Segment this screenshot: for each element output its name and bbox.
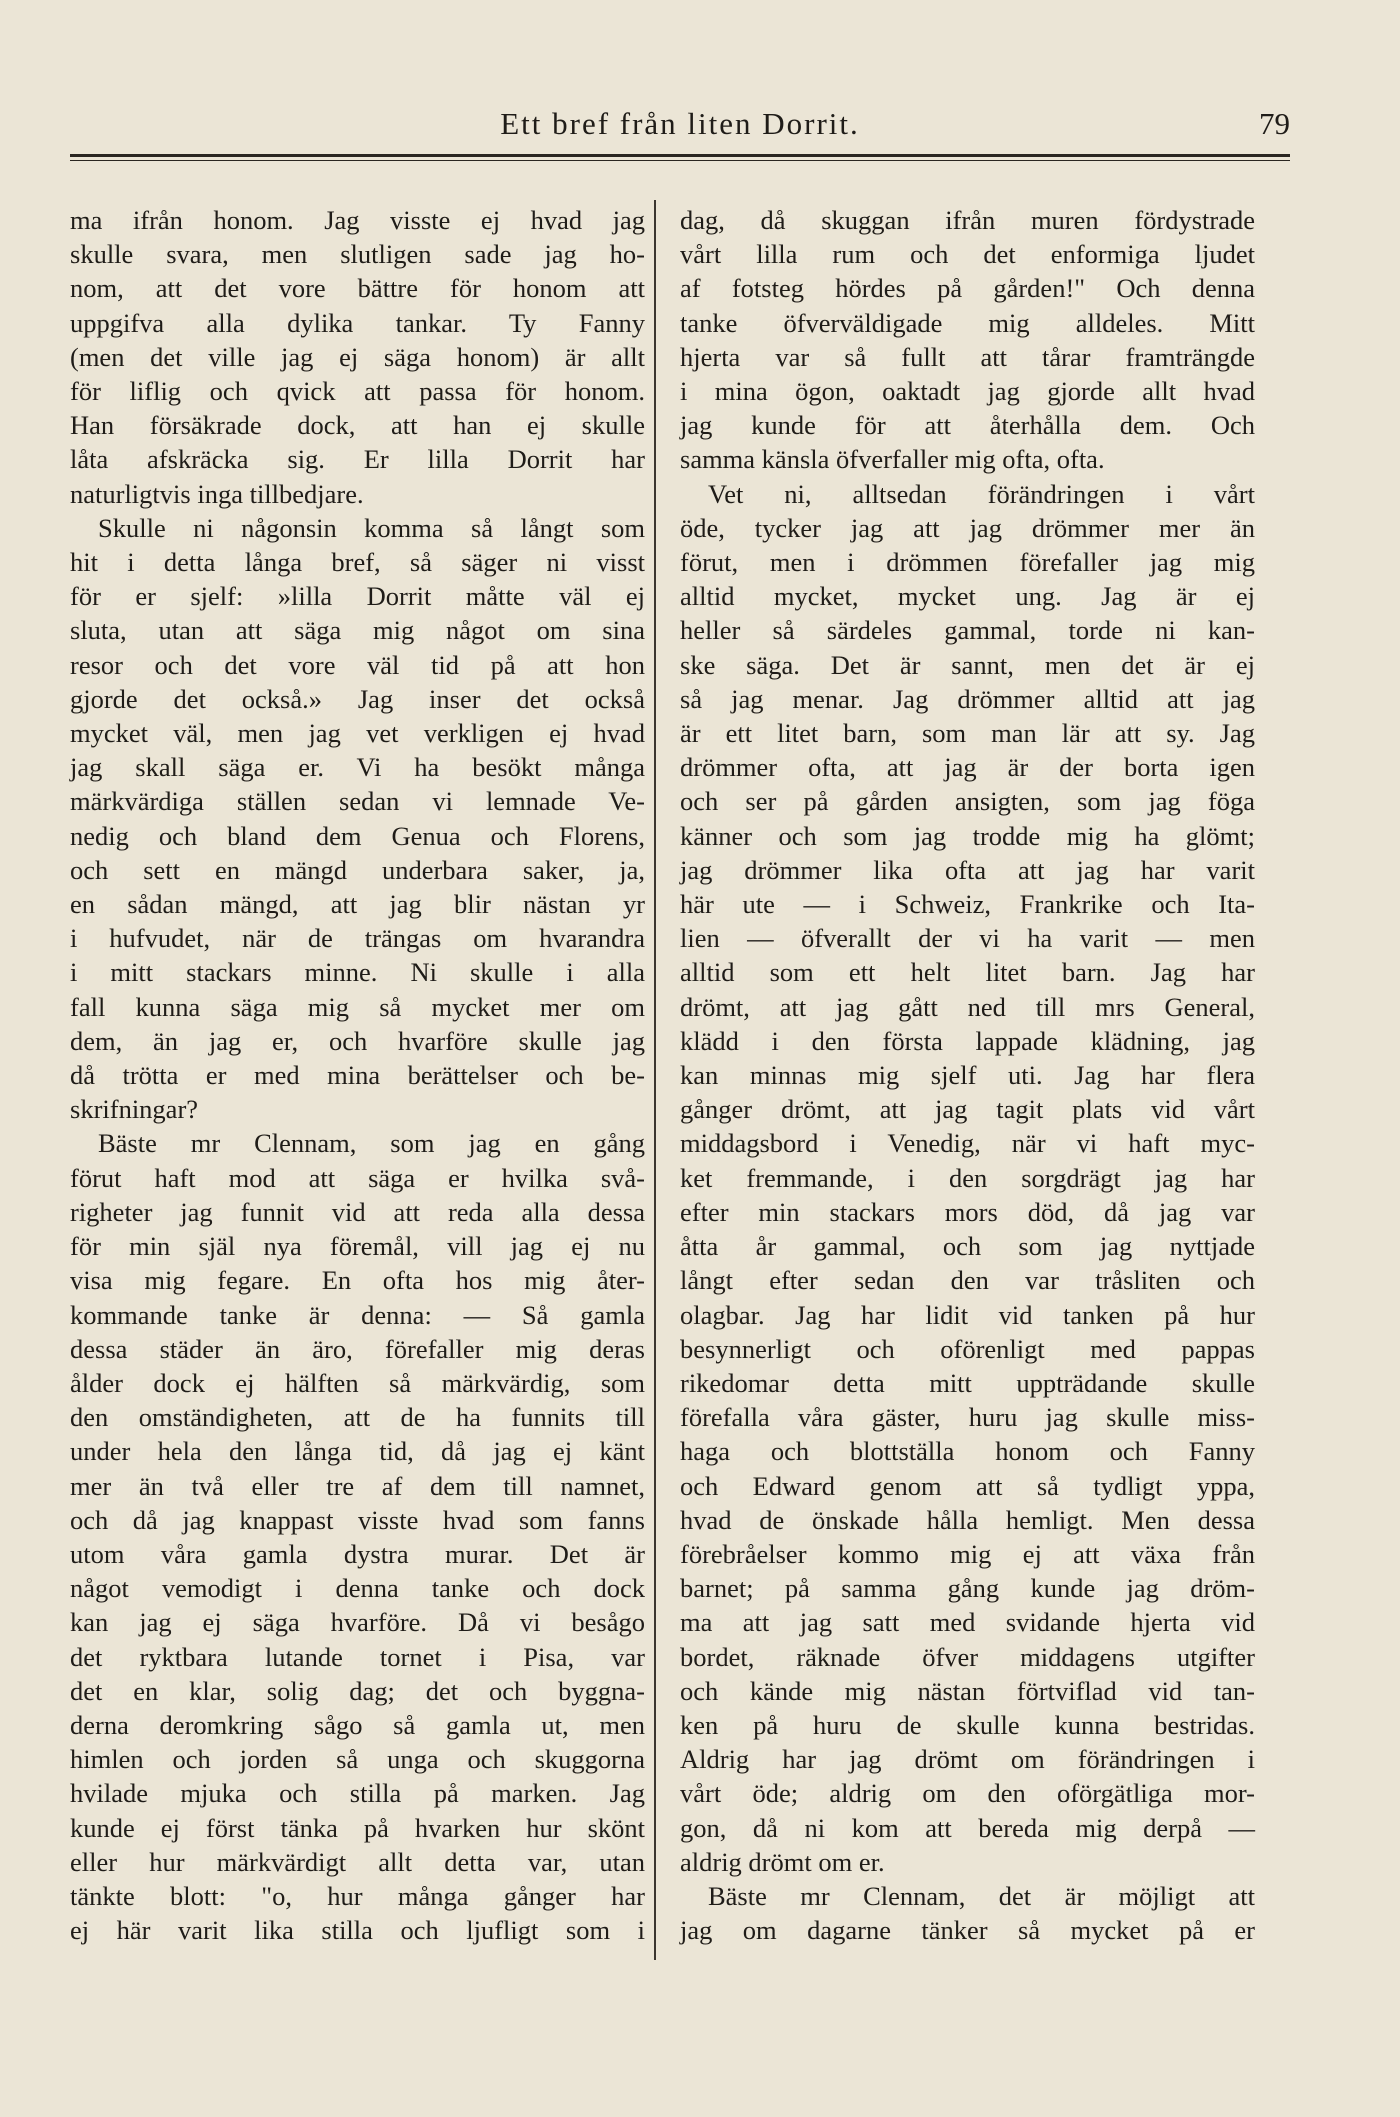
text-line: Aldrig har jag drömt om förändringen i xyxy=(680,1744,1255,1775)
text-line: för liflig och qvick att passa för honom. xyxy=(70,376,645,407)
text-line: uppgifva alla dylika tankar. Ty Fanny xyxy=(70,307,645,338)
text-line: ken på huru de skulle kunna bestridas. xyxy=(680,1709,1255,1740)
header-rule-thick xyxy=(70,154,1290,157)
text-line: skrifningar? xyxy=(70,1094,199,1125)
text-line: förebråelser kommo mig ej att växa från xyxy=(680,1538,1255,1569)
page-number: 79 xyxy=(1259,106,1290,141)
text-line: förut, men i drömmen förefaller jag mig xyxy=(680,547,1255,578)
text-line: för min själ nya föremål, vill jag ej nu xyxy=(70,1231,645,1262)
text-line: och ser på gården ansigten, som jag föga xyxy=(680,786,1255,817)
text-line: mer än två eller tre af dem till namnet, xyxy=(70,1470,645,1501)
text-line: ålder dock ej hälften så märkvärdig, som xyxy=(70,1367,645,1398)
right-text-column xyxy=(680,203,1255,1947)
text-line: ket fremmande, i den sorgdrägt jag har xyxy=(680,1162,1255,1193)
text-line: skulle svara, men slutligen sade jag ho- xyxy=(70,239,645,270)
text-line: efter min stackars mors död, då jag var xyxy=(680,1196,1255,1227)
column-divider xyxy=(654,200,656,1960)
text-line: hjerta var så fullt att tårar framträngde xyxy=(680,341,1255,372)
text-line: Bäste mr Clennam, som jag en gång xyxy=(98,1128,645,1159)
text-line: är ett litet barn, som man lär att sy. Jag xyxy=(680,718,1255,749)
text-line: sluta, utan att säga mig något om sina xyxy=(70,615,645,646)
text-line: olagbar. Jag har lidit vid tanken på hur xyxy=(680,1299,1255,1330)
text-line: kan minnas mig sjelf uti. Jag har flera xyxy=(680,1060,1255,1091)
text-line: eller hur märkvärdigt allt detta var, utan xyxy=(70,1846,645,1877)
text-line: alltid mycket, mycket ung. Jag är ej xyxy=(680,581,1255,612)
running-title: Ett bref från liten Dorrit. xyxy=(500,106,860,141)
text-line: hvilade mjuka och stilla på marken. Jag xyxy=(70,1778,645,1809)
text-line: något vemodigt i denna tanke och dock xyxy=(70,1573,645,1604)
text-line: bordet, räknade öfver middagens utgifter xyxy=(680,1641,1255,1672)
text-line: mycket väl, men jag vet verkligen ej hvad xyxy=(70,718,645,749)
text-line: af fotsteg hördes på gården!" Och denna xyxy=(680,273,1255,304)
text-line: visa mig fegare. En ofta hos mig åter- xyxy=(70,1265,645,1296)
text-line: en sådan mängd, att jag blir nästan yr xyxy=(70,889,645,920)
text-line: dessa städer än äro, förefaller mig deras xyxy=(70,1333,645,1364)
left-text-column xyxy=(70,203,645,1947)
text-line: förut haft mod att säga er hvilka svå- xyxy=(70,1162,645,1193)
text-line: under hela den långa tid, då jag ej känt xyxy=(70,1436,645,1467)
text-line: besynnerligt och oförenligt med pappas xyxy=(680,1333,1255,1364)
text-line: och sett en mängd underbara saker, ja, xyxy=(70,854,645,885)
text-line: här ute — i Schweiz, Frankrike och Ita- xyxy=(680,889,1255,920)
text-line: samma känsla öfverfaller mig ofta, ofta. xyxy=(680,444,1105,475)
text-line: åtta år gammal, och som jag nyttjade xyxy=(680,1231,1255,1262)
text-line: fall kunna säga mig så mycket mer om xyxy=(70,991,645,1022)
text-line: klädd i den första lappade klädning, jag xyxy=(680,1025,1255,1056)
text-line: resor och det vore väl tid på att hon xyxy=(70,649,645,680)
text-line: öde, tycker jag att jag drömmer mer än xyxy=(680,512,1255,543)
running-header xyxy=(70,106,1290,146)
text-line: för er sjelf: »lilla Dorrit måtte väl ej xyxy=(70,581,645,612)
text-line: märkvärdiga ställen sedan vi lemnade Ve- xyxy=(70,786,645,817)
text-line: det ryktbara lutande tornet i Pisa, var xyxy=(70,1641,645,1672)
text-line: dag, då skuggan ifrån muren fördystrade xyxy=(680,205,1255,235)
text-line: i mitt stackars minne. Ni skulle i alla xyxy=(70,957,645,988)
text-line: hit i detta långa bref, så säger ni visst xyxy=(70,547,645,578)
text-line: kan jag ej säga hvarföre. Då vi besågo xyxy=(70,1607,645,1638)
text-line: förefalla våra gäster, huru jag skulle miss- xyxy=(680,1402,1255,1433)
text-line: långt efter sedan den var tråsliten och xyxy=(680,1265,1255,1296)
text-line: (men det ville jag ej säga honom) är allt xyxy=(70,341,645,372)
text-line: jag om dagarne tänker så mycket på er xyxy=(680,1915,1255,1946)
text-line: tänkte blott: "o, hur många gånger har xyxy=(70,1880,645,1911)
text-line: och då jag knappast visste hvad som fanns xyxy=(70,1504,645,1535)
text-line: nom, att det vore bättre för honom att xyxy=(70,273,645,304)
text-line: gon, då ni kom att bereda mig derpå — xyxy=(680,1812,1255,1843)
text-line: middagsbord i Venedig, när vi haft myc- xyxy=(680,1128,1255,1159)
text-line: och Edward genom att så tydligt yppa, xyxy=(680,1470,1255,1501)
text-line: righeter jag funnit vid att reda alla dessa xyxy=(70,1196,645,1227)
text-line: jag skall säga er. Vi ha besökt många xyxy=(70,752,645,783)
text-line: gånger drömt, att jag tagit plats vid vårt xyxy=(680,1094,1255,1125)
text-line: ej här varit lika stilla och ljufligt som i xyxy=(70,1915,645,1946)
text-line: naturligtvis inga tillbedjare. xyxy=(70,478,364,509)
text-line: barnet; på samma gång kunde jag dröm- xyxy=(680,1573,1255,1604)
text-line: drömmer ofta, att jag är der borta igen xyxy=(680,752,1255,783)
text-line: gjorde det också.» Jag inser det också xyxy=(70,683,645,714)
text-line: i mina ögon, oaktadt jag gjorde allt hvad xyxy=(680,376,1255,407)
text-line: utom våra gamla dystra murar. Det är xyxy=(70,1538,645,1569)
text-line: Han försäkrade dock, att han ej skulle xyxy=(70,410,645,441)
text-line: det en klar, solig dag; det och byggna- xyxy=(70,1675,645,1706)
text-line: så jag menar. Jag drömmer alltid att jag xyxy=(680,683,1255,714)
text-line: låta afskräcka sig. Er lilla Dorrit har xyxy=(70,444,645,475)
text-line: nedig och bland dem Genua och Florens, xyxy=(70,820,645,851)
text-line: heller så särdeles gammal, torde ni kan- xyxy=(680,615,1255,646)
text-line: ma att jag satt med svidande hjerta vid xyxy=(680,1607,1255,1638)
text-line: jag drömmer lika ofta att jag har varit xyxy=(680,854,1255,885)
text-line: i hufvudet, när de trängas om hvarandra xyxy=(70,923,645,954)
header-rule-thin xyxy=(70,160,1290,161)
text-line: kunde ej först tänka på hvarken hur skönt xyxy=(70,1812,645,1843)
text-line: och kände mig nästan förtviflad vid tan- xyxy=(680,1675,1255,1706)
text-line: ske säga. Det är sannt, men det är ej xyxy=(680,649,1255,680)
text-line: den omständigheten, att de ha funnits till xyxy=(70,1402,645,1433)
text-line: tanke öfverväldigade mig alldeles. Mitt xyxy=(680,307,1255,338)
text-line: lien — öfverallt der vi ha varit — men xyxy=(680,923,1255,954)
text-line: drömt, att jag gått ned till mrs General, xyxy=(680,991,1255,1022)
text-line: Vet ni, alltsedan förändringen i vårt xyxy=(708,478,1255,509)
text-line: rikedomar detta mitt uppträdande skulle xyxy=(680,1367,1255,1398)
text-line: derna deromkring sågo så gamla ut, men xyxy=(70,1709,645,1740)
text-line: ma ifrån honom. Jag visste ej hvad jag xyxy=(70,205,645,235)
text-line: då trötta er med mina berättelser och be- xyxy=(70,1060,645,1091)
text-line: dem, än jag er, och hvarföre skulle jag xyxy=(70,1025,645,1056)
text-line: Bäste mr Clennam, det är möjligt att xyxy=(708,1880,1255,1911)
text-line: vårt lilla rum och det enformiga ljudet xyxy=(680,239,1255,270)
text-line: kommande tanke är denna: — Så gamla xyxy=(70,1299,645,1330)
text-line: himlen och jorden så unga och skuggorna xyxy=(70,1744,645,1775)
text-line: Skulle ni någonsin komma så långt som xyxy=(98,512,645,543)
text-line: haga och blottställa honom och Fanny xyxy=(680,1436,1255,1467)
text-line: hvad de önskade hålla hemligt. Men dessa xyxy=(680,1504,1255,1535)
text-line: känner och som jag trodde mig ha glömt; xyxy=(680,820,1255,851)
text-line: vårt öde; aldrig om den oförgätliga mor- xyxy=(680,1778,1255,1809)
text-line: jag kunde för att återhålla dem. Och xyxy=(680,410,1255,441)
text-line: alltid som ett helt litet barn. Jag har xyxy=(680,957,1255,988)
text-line: aldrig drömt om er. xyxy=(680,1846,885,1877)
